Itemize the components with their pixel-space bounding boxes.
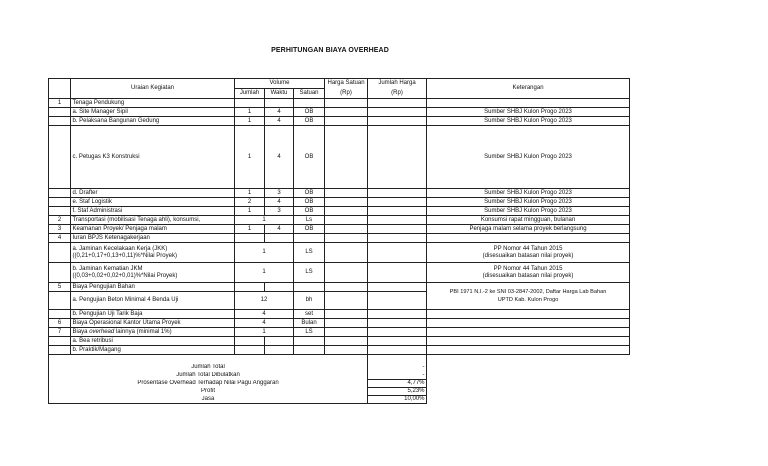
table-row: e. Staf Logistik 2 4 OB Sumber SHBJ Kulon Progo 2023: [49, 198, 630, 207]
table-row: a. Pengujian Beton Minimal 4 Benda Uji 12 bh: [49, 292, 630, 310]
page-title: PERHITUNGAN BIAYA OVERHEAD: [271, 47, 389, 54]
table-row: a. Jaminan Kecelakaan Kerja (JKK) ((0,21+0,17+0,13+0,11)%*Nilai Proyek) 1 LS PP Nomor 44 Tahun 2015 (disesuaikan batasan nilai proyek): [49, 243, 630, 263]
table-row: 2 Transportasi (mobilisasi Tenaga ahli), konsumsi, 1 Ls Konsumsi rapat mingguan, bulanan: [49, 216, 630, 225]
table-row: d. Drafter 1 3 OB Sumber SHBJ Kulon Progo 2023: [49, 189, 630, 198]
summary-row-profit: Profit 5,23%: [49, 388, 630, 396]
table-row: 7 Biaya overhead lainnya (minimal 1%) 1 LS: [49, 328, 630, 337]
table-row: a. Site Manager Sipil 1 4 OB Sumber SHBJ Kulon Progo 2023: [49, 108, 630, 117]
table-row: a. Bea retribusi: [49, 337, 630, 346]
header-jumlah-harga-unit: (Rp): [368, 89, 427, 99]
overhead-table: [48, 78, 630, 404]
table-row: [49, 355, 630, 364]
table-row: 5 Biaya Pengujian Bahan PBI 1971 N.I.-2 ke SNI 03-2847-2002, Daftar Harga Lab Bahan UPTD Kab. Kulon Progo: [49, 283, 630, 292]
table-row: b. Pengujian Uji Tarik Baja 4 set: [49, 310, 630, 319]
header-no: [49, 79, 71, 99]
header-jumlah: Jumlah: [235, 89, 265, 99]
table-row: b. Pelaksana Bangunan Gedung 1 4 OB Sumber SHBJ Kulon Progo 2023: [49, 117, 630, 126]
header-satuan: Satuan: [294, 89, 325, 99]
table-row: 6 Biaya Operasional Kantor Utama Proyek 4 Bulan: [49, 319, 630, 328]
table-row: 1 Tenaga Pendukung: [49, 99, 630, 108]
summary-row-jumlah-total: Jumlah Total -: [49, 364, 630, 372]
table-row: c. Petugas K3 Konstruksi 1 4 OB Sumber SHBJ Kulon Progo 2023: [49, 126, 630, 189]
header-jumlah-harga: Jumlah Harga: [368, 79, 427, 89]
header-keterangan: Keterangan: [427, 79, 630, 99]
header-harga-satuan-unit: (Rp): [325, 89, 368, 99]
table-row: f. Staf Administrasi 1 3 OB Sumber SHBJ Kulon Progo 2023: [49, 207, 630, 216]
header-uraian: Uraian Kegiatan: [71, 79, 235, 99]
summary-row-dibulatkan: Jumlah Total Dibulatkan -: [49, 372, 630, 380]
table-row: b. Praktik/Magang: [49, 346, 630, 355]
summary-row-prosentase: Prosentase Overhead Terhadap Nilai Pagu Anggaran 4,77%: [49, 380, 630, 388]
summary-row-jasa: Jasa 10,00%: [49, 396, 630, 404]
header-waktu: Waktu: [265, 89, 294, 99]
header-row-1: [49, 79, 630, 89]
table-row: 3 Keamanan Proyek/ Penjaga malam 1 4 OB Penjaga malam selama proyek berlangsung: [49, 225, 630, 234]
table-row: 4 Iuran BPJS Ketenagakerjaan: [49, 234, 630, 243]
table-row: b. Jaminan Kematian JKM ((0,03+0,02+0,02+0,01)%*Nilai Proyek) 1 LS PP Nomor 44 Tahun 2015 (disesuaikan batasan nilai proyek): [49, 263, 630, 283]
header-volume: Volume: [235, 79, 325, 89]
header-harga-satuan: Harga Satuan: [325, 79, 368, 89]
